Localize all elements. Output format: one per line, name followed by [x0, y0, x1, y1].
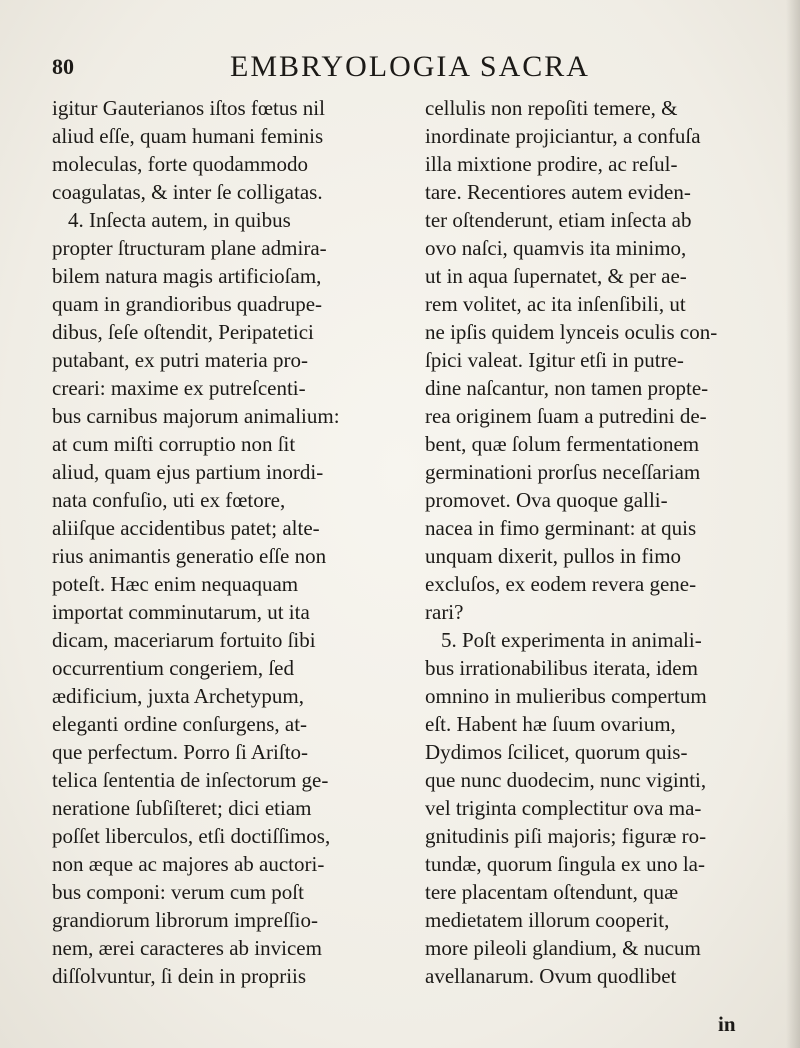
text-line: quam in grandioribus quadrupe- — [52, 292, 323, 316]
text-line: importat comminutarum, ut ita — [52, 600, 310, 624]
text-line: 4. Inſecta autem, in quibus — [68, 208, 291, 232]
text-line: dibus, ſeſe oſtendit, Peripatetici — [52, 320, 314, 344]
text-line: aliiſque accidentibus patet; alte- — [52, 516, 320, 540]
text-line: cellulis non repoſiti temere, & — [425, 96, 678, 120]
text-line: rem volitet, ac ita inſenſibili, ut — [425, 292, 686, 316]
text-line: germinationi prorſus neceſſariam — [425, 460, 701, 484]
text-line: coagulatas, & inter ſe colligatas. — [52, 180, 323, 204]
text-line: bus carnibus majorum animalium: — [52, 404, 340, 428]
text-line: moleculas, forte quodammodo — [52, 152, 309, 176]
page-header — [52, 50, 768, 86]
text-line: eleganti ordine conſurgens, at- — [52, 712, 308, 736]
text-line: inordinate projiciantur, a confuſa — [425, 124, 701, 148]
text-line: telica ſententia de inſectorum ge- — [52, 768, 329, 792]
text-line: nacea in fimo germinant: at quis — [425, 516, 697, 540]
text-line: ſpici valeat. Igitur etſi in putre- — [425, 348, 684, 372]
catchword: in — [718, 1012, 736, 1036]
text-line: gnitudinis piſi majoris; figuræ ro- — [425, 824, 707, 848]
text-line: 5. Poſt experimenta in animali- — [441, 628, 702, 652]
text-line: illa mixtione prodire, ac reſul- — [425, 152, 678, 176]
text-line: grandiorum librorum impreſſio- — [52, 908, 318, 932]
text-line: occurrentium congeriem, ſed — [52, 656, 294, 680]
text-line: ædificium, juxta Archetypum, — [52, 684, 304, 708]
text-line: bent, quæ ſolum fermentationem — [425, 432, 700, 456]
text-line: tere placentam oſtendunt, quæ — [425, 880, 679, 904]
text-line: neratione ſubſiſteret; dici etiam — [52, 796, 312, 820]
text-line: ne ipſis quidem lynceis oculis con- — [425, 320, 718, 344]
text-line: nem, ærei caracteres ab invicem — [52, 936, 322, 960]
text-line: Dydimos ſcilicet, quorum quis- — [425, 740, 688, 764]
text-line: putabant, ex putri materia pro- — [52, 348, 308, 372]
right-column — [425, 94, 780, 990]
text-line: medietatem illorum cooperit, — [425, 908, 670, 932]
text-line: que perfectum. Porro ſi Ariſto- — [52, 740, 309, 764]
text-line: bus irrationabilibus iterata, idem — [425, 656, 698, 680]
text-line: diſſolvuntur, ſi dein in propriis — [52, 964, 307, 988]
text-line: promovet. Ova quoque galli- — [425, 488, 668, 512]
text-line: ter oſtenderunt, etiam inſecta ab — [425, 208, 692, 232]
text-line: dine naſcantur, non tamen propte- — [425, 376, 709, 400]
text-line: eſt. Habent hæ ſuum ovarium, — [425, 712, 676, 736]
text-line: tundæ, quorum ſingula ex uno la- — [425, 852, 705, 876]
text-line: que nunc duodecim, nunc viginti, — [425, 768, 707, 792]
text-line: tare. Recentiores autem eviden- — [425, 180, 691, 204]
text-line: at cum miſti corruptio non ſit — [52, 432, 296, 456]
text-line: poteſt. Hæc enim nequaquam — [52, 572, 299, 596]
text-line: aliud eſſe, quam humani feminis — [52, 124, 324, 148]
text-line: aliud, quam ejus partium inordi- — [52, 460, 324, 484]
text-line: non æque ac majores ab auctori- — [52, 852, 325, 876]
text-line: dicam, maceriarum fortuito ſibi — [52, 628, 316, 652]
text-line: more pileoli glandium, & nucum — [425, 936, 701, 960]
text-line: excluſos, ex eodem revera gene- — [425, 572, 697, 596]
page-number: 80 — [52, 54, 74, 79]
text-line: unquam dixerit, pullos in fimo — [425, 544, 682, 568]
text-line: ovo naſci, quamvis ita minimo, — [425, 236, 687, 260]
text-line: omnino in mulieribus compertum — [425, 684, 707, 708]
text-line: vel triginta complectitur ova ma- — [425, 796, 702, 820]
text-line: avellanarum. Ovum quodlibet — [425, 964, 677, 988]
text-line: igitur Gauterianos iſtos fœtus nil — [52, 96, 325, 120]
text-line: nata confuſio, uti ex fœtore, — [52, 488, 286, 512]
text-line: bilem natura magis artificioſam, — [52, 264, 322, 288]
text-line: rea originem ſuam a putredini de- — [425, 404, 707, 428]
text-line: creari: maxime ex putreſcenti- — [52, 376, 306, 400]
text-line: propter ſtructuram plane admira- — [52, 236, 327, 260]
page-edge-shadow — [786, 0, 800, 1048]
text-line: poſſet liberculos, etſi doctiſſimos, — [52, 824, 331, 848]
text-line: ut in aqua ſupernatet, & per ae- — [425, 264, 687, 288]
running-title: EMBRYOLOGIA SACRA — [230, 50, 590, 83]
left-column — [52, 94, 407, 990]
text-line: rari? — [425, 600, 464, 624]
text-line: bus componi: verum cum poſt — [52, 880, 304, 904]
text-line: rius animantis generatio eſſe non — [52, 544, 327, 568]
